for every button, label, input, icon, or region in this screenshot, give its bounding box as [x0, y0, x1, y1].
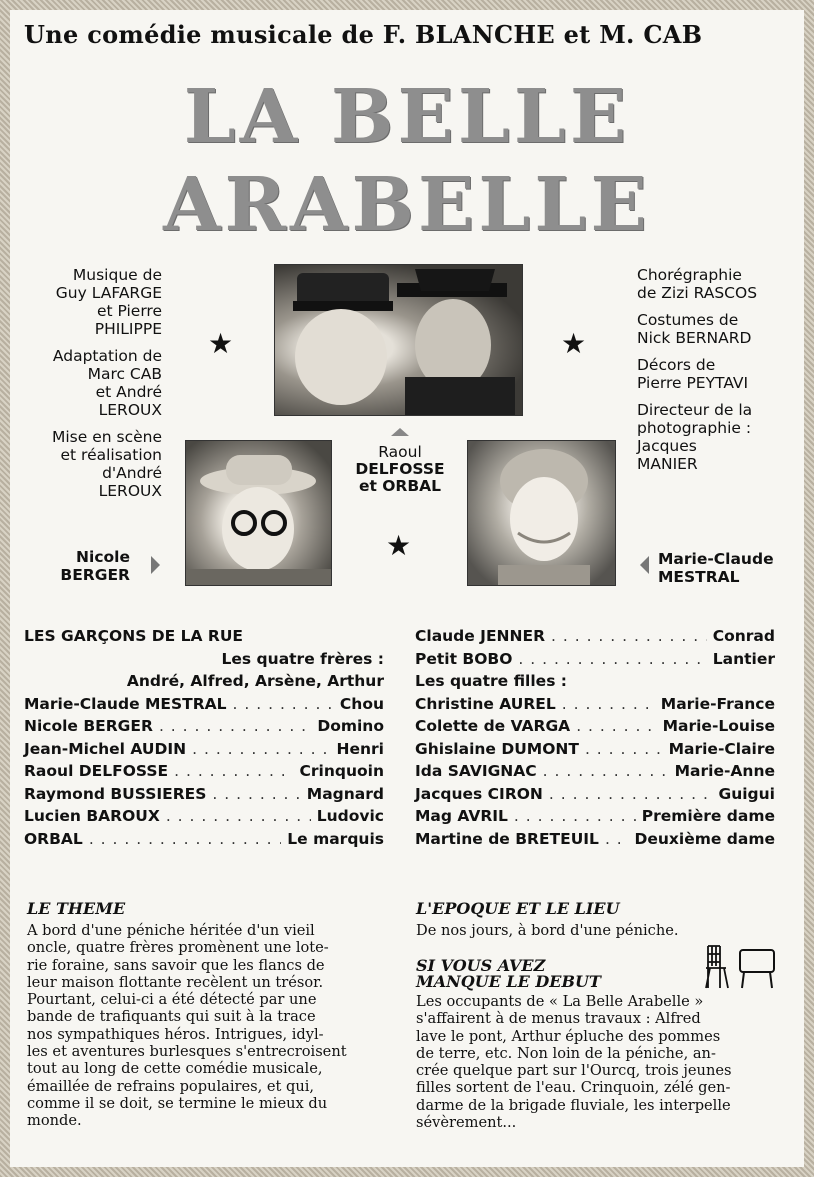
cast-row: Nicole BERGER . . . Domino	[24, 715, 384, 738]
film-title-line-1: LA BELLE	[183, 74, 631, 160]
credits-right	[637, 266, 797, 482]
pointer-left-icon	[640, 556, 649, 574]
photo-illustration	[468, 441, 616, 586]
credit-sets: Décors de Pierre PEYTAVI	[637, 356, 749, 392]
cast-row: Ghislaine DUMONT . . . Marie-Claire	[415, 738, 775, 761]
credit-costumes: Costumes de Nick BERNARD	[637, 311, 752, 347]
cast-row: Claude JENNER . . . Conrad	[415, 625, 775, 648]
epoque-text: De nos jours, à bord d'une péniche.	[416, 922, 679, 939]
star-icon: ★	[208, 327, 234, 360]
star-icon: ★	[386, 529, 412, 562]
cast-row: Jacques CIRON . . . Guigui	[415, 783, 775, 806]
pointer-up-icon	[391, 428, 409, 436]
photo-nicole-berger	[185, 440, 332, 586]
cast-row: Raymond BUSSIERES . . . Magnard	[24, 783, 384, 806]
credit-music: Musique de Guy LAFARGE et Pierre PHILIPPE	[55, 266, 162, 338]
photo-delfosse-orbal	[274, 264, 523, 416]
cast-row: Lucien BAROUX . . . Ludovic	[24, 805, 384, 828]
theme-title: LE THEME	[27, 899, 126, 918]
cast-row: Jean-Michel AUDIN . . . Henri	[24, 738, 384, 761]
credit-direction: Mise en scène et réalisation d'André LEROUX	[52, 428, 162, 500]
credit-choreography: Chorégraphie de Zizi RASCOS	[637, 266, 758, 302]
tagline: Une comédie musicale de F. BLANCHE et M. CAB	[24, 20, 703, 49]
cast-row: Ida SAVIGNAC . . . Marie-Anne	[415, 760, 775, 783]
photo-marie-claude-mestral	[467, 440, 616, 586]
cast-row: Colette de VARGA . . . Marie-Louise	[415, 715, 775, 738]
cast-list-left	[24, 625, 384, 850]
cast-subheading: André, Alfred, Arsène, Arthur	[126, 672, 384, 690]
pointer-right-icon	[151, 556, 160, 574]
cast-row: Raoul DELFOSSE . . . Crinquoin	[24, 760, 384, 783]
section-missed-beginning	[416, 958, 786, 1131]
credit-photography: Directeur de la photographie : Jacques MANIER	[637, 401, 753, 473]
caption-center: Raoul DELFOSSE et ORBAL	[355, 443, 445, 495]
missed-text: Les occupants de « La Belle Arabelle » s'affairent à de menus travaux : Alfred lave le pont, Arthur épluche des pommes de terre, etc. Non loin de la péniche, an- crée quelque part sur l'Ourcq, trois jeunes filles sortent de l'eau. Crinquoin, zélé gen- darme de la brigade fluviale, les interpelle sévèrement...	[416, 993, 732, 1132]
cast-row: Mag AVRIL . . . Première dame	[415, 805, 775, 828]
cast-list-right	[415, 625, 775, 850]
cast-subheading: Les quatre filles :	[415, 672, 568, 690]
cast-heading: LES GARÇONS DE LA RUE	[24, 627, 243, 645]
missed-title: SI VOUS AVEZ MANQUE LE DEBUT	[416, 956, 601, 991]
credit-adaptation: Adaptation de Marc CAB et André LEROUX	[52, 347, 162, 419]
theme-text: A bord d'une péniche héritée d'un vieil oncle, quatre frères promènent une lote- rie foraine, sans savoir que les flancs de leur maison flottante recèlent un trésor. Pourtant, celui-ci a été détecté par une bande de trafiquants qui suit à la trace nos sympathiques héros. Intrigues, idyl- les et aventures burlesques s'entrecroisent tout au long de cette comédie musicale, émaillée de refrains populaires, et qui, comme il se doit, se termine le mieux du monde.	[27, 922, 347, 1130]
photo-illustration	[186, 441, 332, 586]
cast-row: Martine de BRETEUIL . . . Deuxième dame	[415, 828, 775, 851]
cast-row: Petit BOBO . . . Lantier	[415, 648, 775, 671]
star-icon: ★	[561, 327, 587, 360]
cast-row: ORBAL . . . Le marquis	[24, 828, 384, 851]
caption-left: Nicole BERGER	[60, 548, 130, 584]
section-theme	[27, 900, 387, 1130]
cast-row: Marie-Claude MESTRAL . . . Chou	[24, 693, 384, 716]
cast-subheading: Les quatre frères :	[221, 649, 384, 668]
section-epoque	[416, 900, 786, 939]
epoque-title: L'EPOQUE ET LE LIEU	[416, 899, 620, 918]
program-page	[10, 10, 804, 1167]
caption-right: Marie-Claude MESTRAL	[658, 550, 774, 586]
film-title-line-2: ARABELLE	[163, 162, 651, 248]
cast-row: Christine AUREL . . . Marie-France	[415, 693, 775, 716]
photo-illustration	[275, 265, 523, 416]
credits-left	[20, 266, 162, 509]
